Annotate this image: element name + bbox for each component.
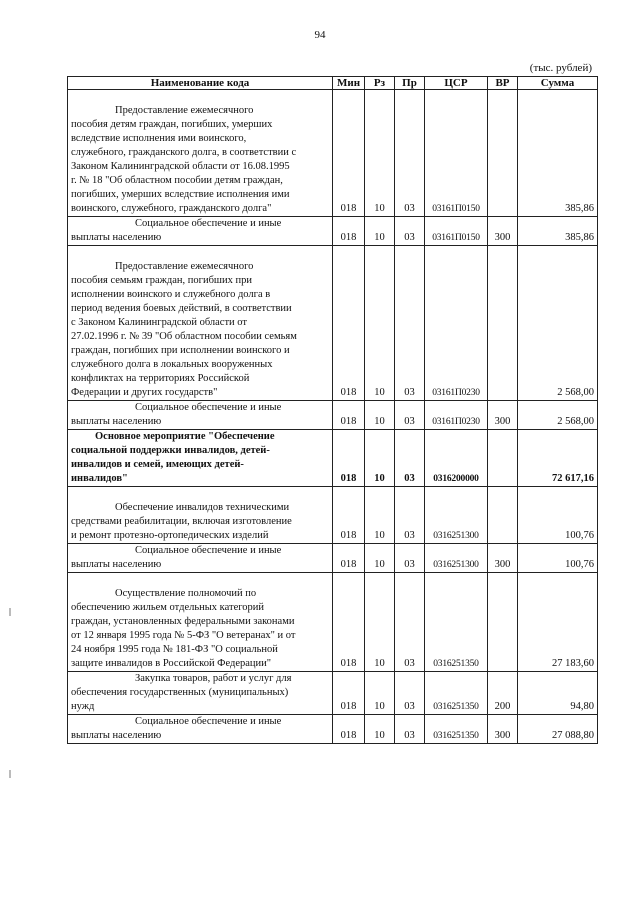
row-name-line: инвалидов"	[71, 473, 128, 484]
table-row	[68, 217, 598, 246]
cell-csr: 0316200000	[425, 430, 488, 487]
cell-sum: 27 183,60	[518, 573, 598, 672]
row-name-line: исполнении воинского и служебного долга в	[71, 289, 271, 300]
cell-rz: 10	[365, 430, 395, 487]
row-name-line: Предоставление ежемесячного	[115, 105, 254, 116]
header-min: Мин	[333, 77, 365, 90]
row-name-line: граждан, установленных федеральными законами	[71, 616, 295, 627]
header-sum: Сумма	[518, 77, 598, 90]
cell-csr: 03161П0230	[425, 246, 488, 401]
row-name-line: обеспечения государственных (муниципальных)	[71, 687, 289, 698]
header-row	[68, 77, 598, 90]
row-name-line: инвалидов и семей, имеющих детей-	[71, 459, 244, 470]
cell-min: 018	[333, 90, 365, 217]
row-name-line: г. № 18 "Об областном пособии детям граждан,	[71, 175, 283, 186]
cell-vr	[488, 573, 518, 672]
cell-vr: 200	[488, 672, 518, 715]
row-name-line: выплаты населению	[71, 730, 162, 741]
row-name-line: Основное мероприятие "Обеспечение	[95, 431, 275, 442]
header-vr: ВР	[488, 77, 518, 90]
row-name-line: вследствие исполнения ими воинского,	[71, 133, 247, 144]
cell-pr: 03	[395, 672, 425, 715]
cell-pr: 03	[395, 90, 425, 217]
row-name-line: нужд	[71, 701, 95, 712]
table-row	[68, 246, 598, 401]
table-row	[68, 715, 598, 744]
row-name-line: служебного долга в локальных вооруженных	[71, 359, 273, 370]
cell-pr: 03	[395, 715, 425, 744]
cell-sum: 100,76	[518, 487, 598, 544]
cell-vr: 300	[488, 544, 518, 573]
cell-vr: 300	[488, 401, 518, 430]
table-row	[68, 487, 598, 544]
cell-rz: 10	[365, 715, 395, 744]
cell-vr	[488, 487, 518, 544]
table-row	[68, 401, 598, 430]
row-name	[68, 217, 333, 246]
row-name	[68, 672, 333, 715]
cell-vr: 300	[488, 217, 518, 246]
cell-min: 018	[333, 544, 365, 573]
row-name-line: Осуществление полномочий по	[115, 588, 257, 599]
cell-sum: 27 088,80	[518, 715, 598, 744]
cell-csr: 0316251350	[425, 715, 488, 744]
cell-min: 018	[333, 217, 365, 246]
row-name-line: с Законом Калининградской области от	[71, 317, 248, 328]
cell-csr: 03161П0150	[425, 90, 488, 217]
row-name-line: Социальное обеспечение и иные	[135, 545, 282, 556]
cell-pr: 03	[395, 544, 425, 573]
cell-sum: 385,86	[518, 217, 598, 246]
cell-rz: 10	[365, 573, 395, 672]
row-name-line: служебного, гражданского долга, в соответствии с	[71, 147, 297, 158]
row-name-line: выплаты населению	[71, 559, 162, 570]
cell-rz: 10	[365, 246, 395, 401]
cell-rz: 10	[365, 544, 395, 573]
table-row	[68, 544, 598, 573]
row-name	[68, 90, 333, 217]
cell-sum: 2 568,00	[518, 401, 598, 430]
units-note: (тыс. рублей)	[529, 62, 592, 74]
table-row	[68, 430, 598, 487]
table-row	[68, 573, 598, 672]
row-name-line: от 12 января 1995 года № 5-ФЗ "О ветеранах" и от	[71, 630, 296, 641]
row-name	[68, 715, 333, 744]
cell-csr: 0316251300	[425, 544, 488, 573]
row-name-line: Законом Калининградской области от 16.08.1995	[71, 161, 290, 172]
scan-mark	[9, 608, 11, 616]
cell-min: 018	[333, 487, 365, 544]
row-name-line: Социальное обеспечение и иные	[135, 402, 282, 413]
table-row	[68, 672, 598, 715]
cell-min: 018	[333, 246, 365, 401]
row-name-line: период ведения боевых действий, в соответствии	[71, 303, 292, 314]
cell-sum: 94,80	[518, 672, 598, 715]
row-name-line: социальной поддержки инвалидов, детей-	[71, 445, 270, 456]
cell-rz: 10	[365, 217, 395, 246]
cell-vr	[488, 90, 518, 217]
header-name: Наименование кода	[68, 77, 333, 90]
cell-rz: 10	[365, 90, 395, 217]
row-name-line: Социальное обеспечение и иные	[135, 716, 282, 727]
row-name-line: и ремонт протезно-ортопедических изделий	[71, 530, 269, 541]
cell-pr: 03	[395, 573, 425, 672]
cell-pr: 03	[395, 246, 425, 401]
cell-vr	[488, 246, 518, 401]
header-pr: Пр	[395, 77, 425, 90]
row-name	[68, 544, 333, 573]
header-rz: Рз	[365, 77, 395, 90]
row-name-line: граждан, погибших при исполнении воинского и	[71, 345, 290, 356]
scan-mark	[9, 770, 11, 778]
row-name-line: выплаты населению	[71, 416, 162, 427]
row-name	[68, 573, 333, 672]
row-name-line: Предоставление ежемесячного	[115, 261, 254, 272]
cell-min: 018	[333, 401, 365, 430]
cell-rz: 10	[365, 487, 395, 544]
cell-sum: 385,86	[518, 90, 598, 217]
row-name-line: 24 ноября 1995 года № 181-ФЗ "О социальной	[71, 644, 278, 655]
cell-csr: 0316251300	[425, 487, 488, 544]
cell-sum: 2 568,00	[518, 246, 598, 401]
cell-csr: 0316251350	[425, 573, 488, 672]
row-name-line: Социальное обеспечение и иные	[135, 218, 282, 229]
cell-min: 018	[333, 672, 365, 715]
row-name	[68, 430, 333, 487]
row-name-line: погибших, умерших вследствие исполнения ими	[71, 189, 290, 200]
cell-pr: 03	[395, 217, 425, 246]
cell-sum: 100,76	[518, 544, 598, 573]
row-name-line: защите инвалидов в Российской Федерации"	[71, 658, 272, 669]
row-name-line: Федерации и других государств"	[71, 387, 218, 398]
cell-min: 018	[333, 430, 365, 487]
header-csr: ЦСР	[425, 77, 488, 90]
cell-pr: 03	[395, 401, 425, 430]
cell-csr: 0316251350	[425, 672, 488, 715]
row-name-line: воинского, служебного, гражданского долга"	[71, 203, 272, 214]
cell-sum: 72 617,16	[518, 430, 598, 487]
row-name	[68, 487, 333, 544]
cell-vr	[488, 430, 518, 487]
cell-pr: 03	[395, 487, 425, 544]
budget-table	[67, 76, 598, 744]
cell-vr: 300	[488, 715, 518, 744]
cell-min: 018	[333, 715, 365, 744]
row-name	[68, 401, 333, 430]
row-name-line: пособия детям граждан, погибших, умерших	[71, 119, 273, 130]
row-name-line: выплаты населению	[71, 232, 162, 243]
cell-pr: 03	[395, 430, 425, 487]
page-number: 94	[314, 29, 326, 41]
cell-csr: 03161П0150	[425, 217, 488, 246]
row-name	[68, 246, 333, 401]
row-name-line: обеспечению жильем отдельных категорий	[71, 602, 265, 613]
cell-csr: 03161П0230	[425, 401, 488, 430]
row-name-line: пособия семьям граждан, погибших при	[71, 275, 252, 286]
table-row	[68, 90, 598, 217]
row-name-line: конфликтах на территориях Российской	[71, 373, 250, 384]
cell-rz: 10	[365, 401, 395, 430]
cell-min: 018	[333, 573, 365, 672]
row-name-line: средствами реабилитации, включая изготовление	[71, 516, 292, 527]
cell-rz: 10	[365, 672, 395, 715]
row-name-line: Обеспечение инвалидов техническими	[115, 502, 290, 513]
row-name-line: 27.02.1996 г. № 39 "Об областном пособии семьям	[71, 331, 297, 342]
row-name-line: Закупка товаров, работ и услуг для	[135, 673, 292, 684]
